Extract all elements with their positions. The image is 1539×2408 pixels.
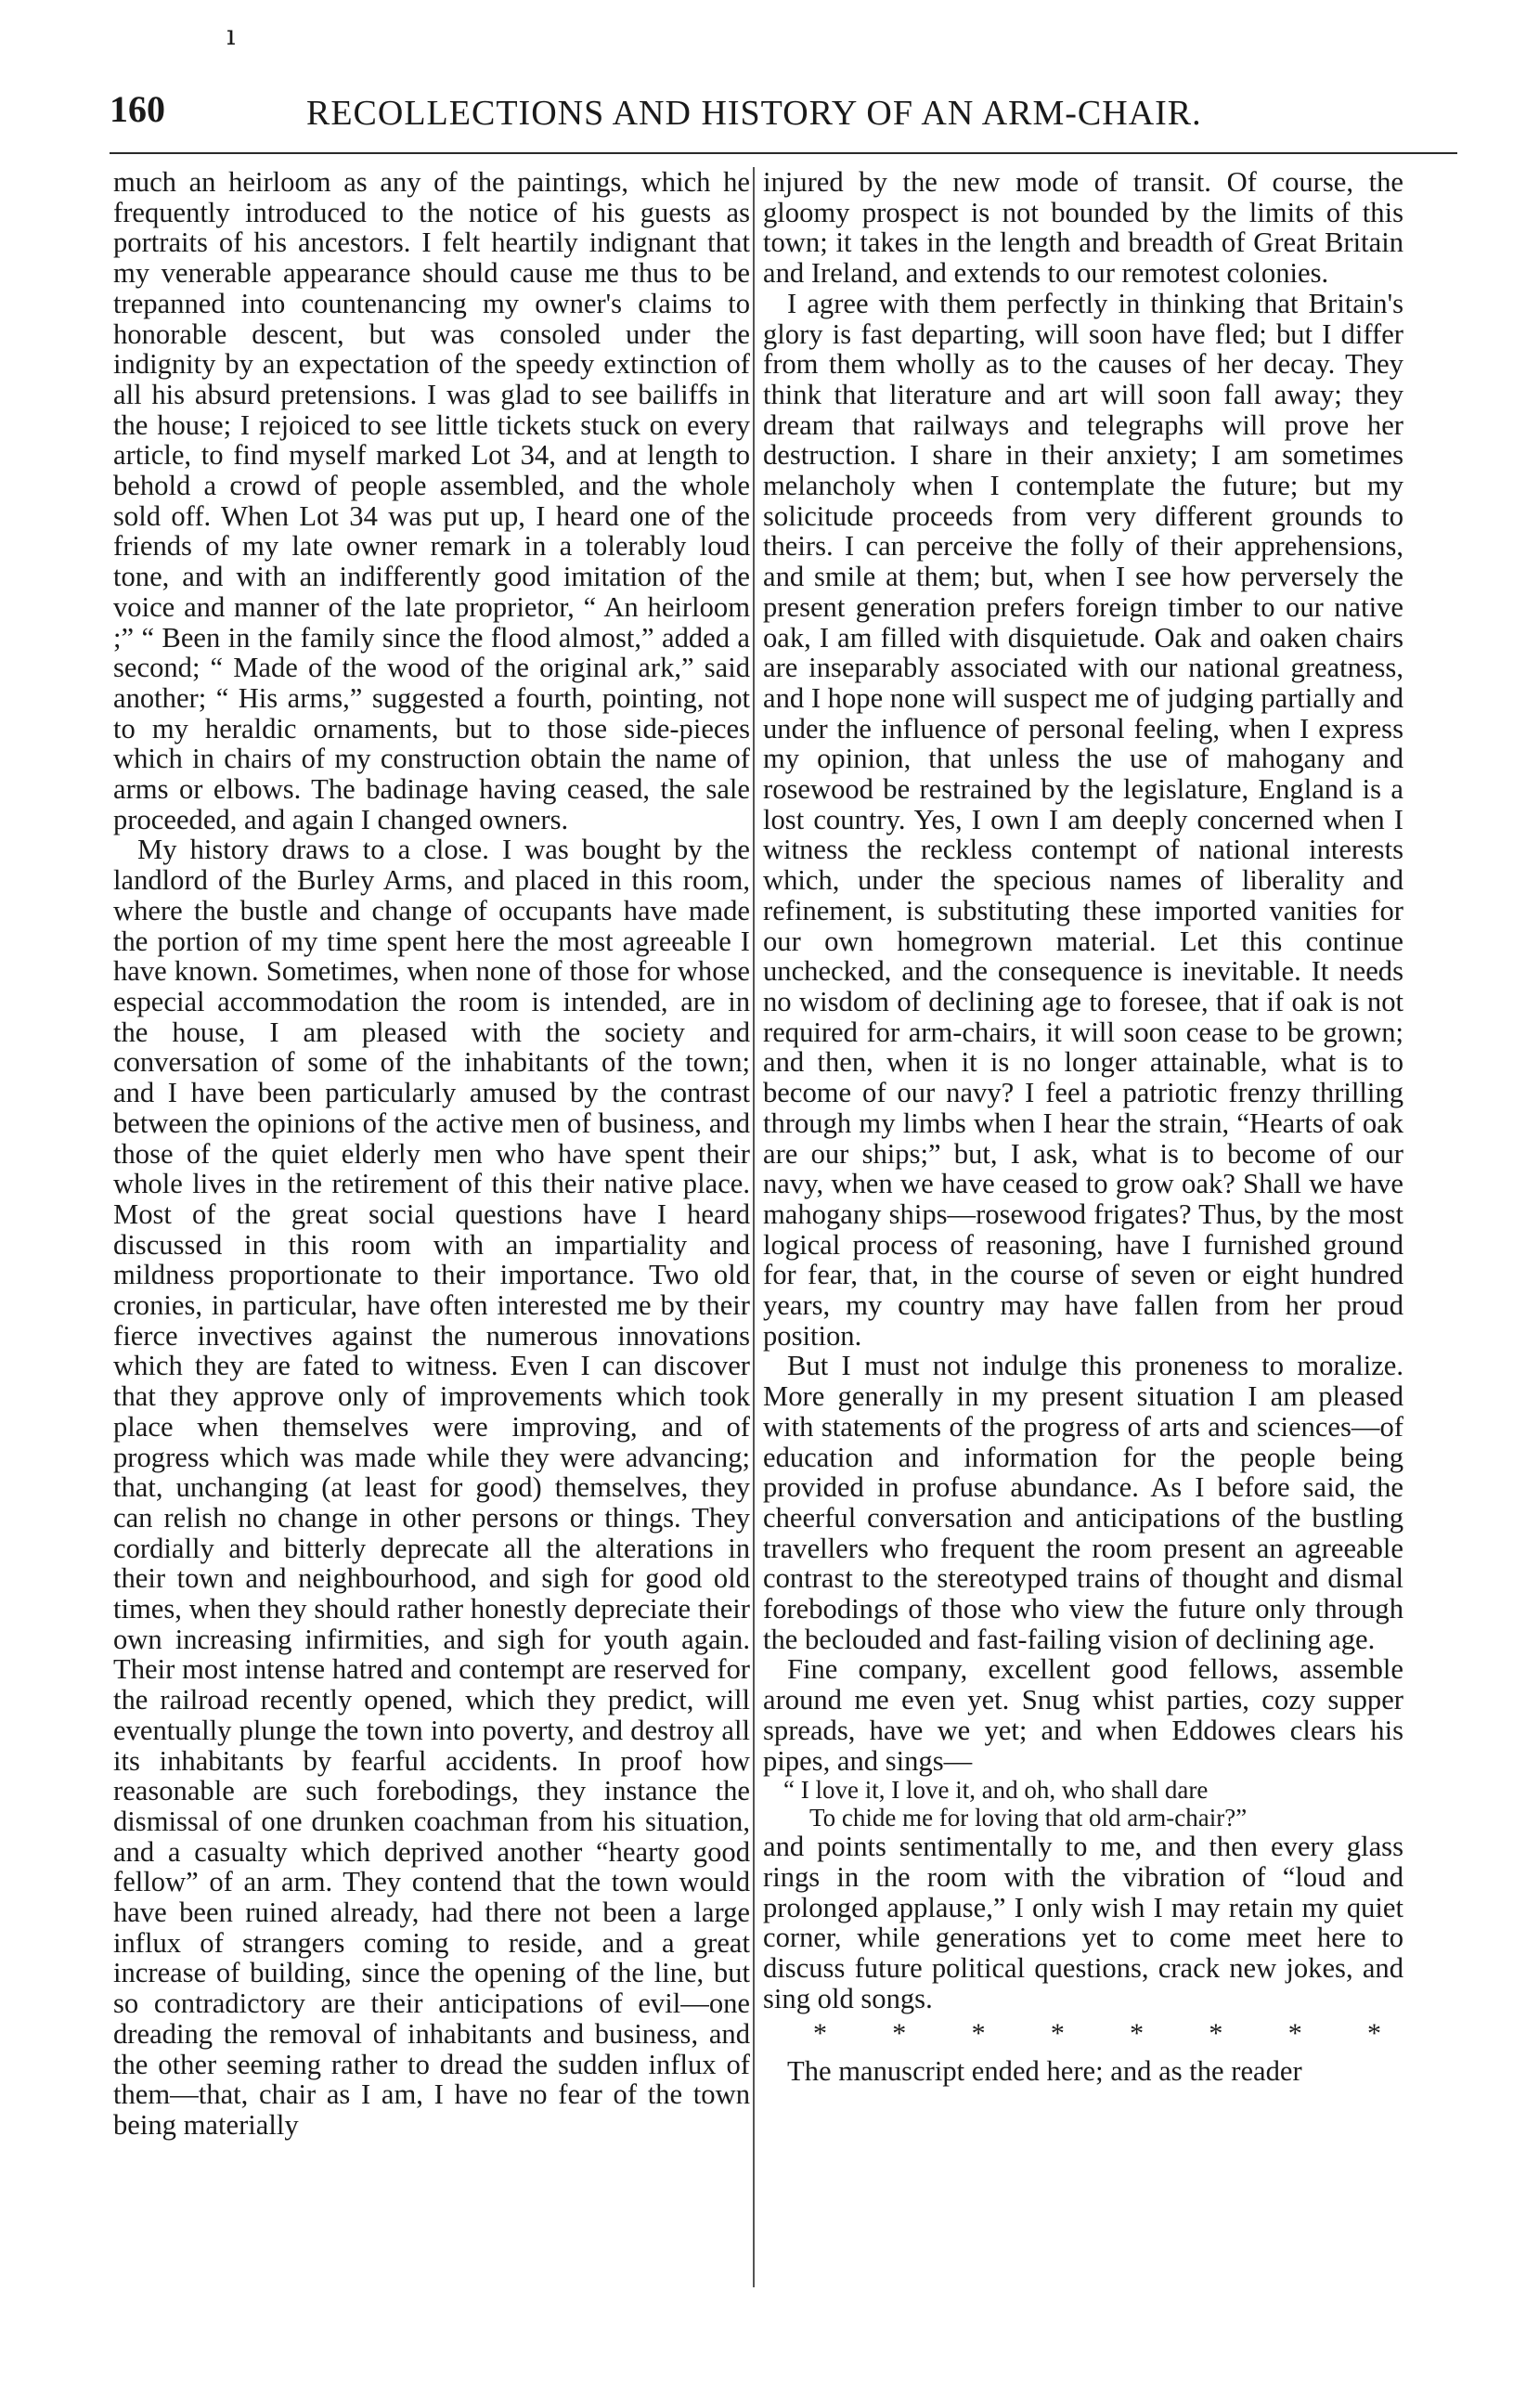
asterisk: * — [813, 2018, 827, 2050]
asterisk: * — [1209, 2018, 1223, 2050]
column-divider — [753, 167, 755, 2287]
asterisk: * — [1287, 2018, 1302, 2050]
paragraph: injured by the new mode of transit. Of course, the gloomy prospect is not bounded by the limits of this town; it takes in the length and breadth of Great Britain and Ireland, and extends to our remotest colonies. — [763, 166, 1403, 290]
left-column — [113, 167, 750, 2141]
verse-line: “ I love it, I love it, and oh, who shall dare — [783, 1776, 1209, 1805]
asterism — [763, 2019, 1403, 2049]
right-column — [763, 167, 1403, 2087]
stray-mark: ı — [226, 19, 236, 52]
asterisk: * — [1366, 2018, 1381, 2050]
asterisk: * — [971, 2018, 986, 2050]
paragraph: But I must not indulge this proneness to moralize. More generally in my present situation I am pleased with statements of the progress of arts and sciences—of education and information for the people being provided in profuse abundance. As I before said, the cheerful conversation and anticipations of the bustling travellers who frequent the room present an agreeable contrast to the stereotyped trains of thought and dismal forebodings of those who view the future only through the beclouded and fast-failing vision of declining age. — [763, 1350, 1403, 1655]
asterisk: * — [892, 2018, 907, 2050]
paragraph: and points sentimentally to me, and then every glass rings in the room with the vibration of “loud and prolonged applause,” I only wish I may retain my quiet corner, while generations yet to come meet here to discuss future political questions, crack new jokes, and sing old songs. — [763, 1831, 1403, 2014]
paragraph: much an heirloom as any of the paintings, which he frequently introduced to the notice of his guests as portraits of his ancestors. I felt heartily indignant that my venerable appearance should cause me thus to be trepanned into countenancing my owner's claims to honorable descent, but was consoled under the indignity by an expectation of the speedy extinction of all his absurd pretensions. I was glad to see bailiffs in the house; I rejoiced to see little tickets stuck on every article, to find myself marked Lot 34, and at length to behold a crowd of people assembled, and the whole sold off. When Lot 34 was put up, I heard one of the friends of my late owner remark in a tolerably loud tone, and with an indifferently good imitation of the voice and manner of the late proprietor, “ An heirloom ;” “ Been in the family since the flood almost,” added a second; “ Made of the wood of the original ark,” said another; “ His arms,” suggested a fourth, pointing, not to my heraldic ornaments, but to those side-pieces which in chairs of my construction obtain the name of arms or elbows. The badinage having ceased, the sale proceeded, and again I changed owners. — [113, 166, 750, 835]
paragraph: My history draws to a close. I was bought by the landlord of the Burley Arms, and placed in this room, where the bustle and change of occupants have made the portion of my time spent here the most agreeable I have known. Sometimes, when none of those for whose especial accommodation the room is intended, are in the house, I am pleased with the society and conversation of some of the inhabitants of the town; and I have been particularly amused by the contrast between the opinions of the active men of business, and those of the quiet elderly men who have spent their whole lives in the retirement of this their native place. Most of the great social questions have I heard discussed in this room with an impartiality and mildness proportionate to their importance. Two old cronies, in particular, have often interested me by their fierce invectives against the numerous innovations which they are fated to witness. Even I can discover that they approve only of improvements which took place when themselves were improving, and of progress which was made while they were advancing; that, unchanging (at least for good) themselves, they can relish no change in other persons or things. They cordially and bitterly deprecate all the alterations in their town and neighbourhood, and sigh for good old times, when they should rather honestly depreciate their own increasing infirmities, and sigh for youth again. Their most intense hatred and contempt are reserved for the railroad recently opened, which they predict, will eventually plunge the town into poverty, and destroy all its inhabitants by fearful accidents. In proof how reasonable are such forebodings, they instance the dismissal of one drunken coachman from his situation, and a casualty which deprived another “hearty good fellow” of an arm. They contend that the town would have been ruined already, had there not been a large influx of strangers coming to reside, and a great increase of building, since the opening of the line, but so contradictory are their anticipations of evil—one dreading the removal of inhabitants and business, and the other seeming rather to dread the sudden influx of them—that, chair as I am, I have no fear of the town being materially — [113, 834, 750, 2141]
paragraph: The manuscript ended here; and as the reader — [787, 2055, 1302, 2088]
verse-quote — [763, 1776, 1403, 1832]
paragraph: I agree with them perfectly in thinking that Britain's glory is fast departing, will soon have fled; but I differ from them wholly as to the causes of her decay. They think that literature and art will soon fall away; they dream that railways and telegraphs will prove her destruction. I share in their anxiety; I am sometimes melancholy when I contemplate the future; but my solicitude proceeds from very different grounds to theirs. I can perceive the folly of their apprehensions, and smile at them; but, when I see how perversely the present generation prefers foreign timber to our native oak, I am filled with disquietude. Oak and oaken chairs are inseparably associated with our national greatness, and I hope none will suspect me of judging partially and under the influence of personal feeling, when I express my opinion, that unless the use of mahogany and rosewood be restrained by the legislature, England is a lost country. Yes, I own I am deeply concerned when I witness the reckless contempt of national interests which, under the specious names of liberality and refinement, is substituting these imported vanities for our own homegrown material. Let this continue unchecked, and the consequence is inevitable. It needs no wisdom of declining age to foresee, that if oak is not required for arm-chairs, it will soon cease to be grown; and then, when it is no longer attainable, what is to become of our navy? I feel a patriotic frenzy thrilling through my limbs when I hear the strain, “Hearts of oak are our ships;” but, I ask, what is to become of our navy, when we have ceased to grow oak? Shall we have mahogany ships—rosewood frigates? Thus, by the most logical process of reasoning, have I furnished ground for fear, that, in the course of seven or eight hundred years, my country may have fallen from her proud position. — [763, 287, 1403, 1352]
paragraph: Fine company, excellent good fellows, assemble around me even yet. Snug whist parties, cozy supper spreads, have we yet; and when Eddowes clears his pipes, and sings— — [763, 1653, 1403, 1777]
asterisk: * — [1050, 2018, 1065, 2050]
running-title: RECOLLECTIONS AND HISTORY OF AN ARM-CHAIR. — [306, 94, 1202, 133]
page-number: 160 — [110, 88, 165, 130]
verse-line: To chide me for loving that old arm-chair?” — [809, 1804, 1248, 1832]
asterisk: * — [1130, 2018, 1145, 2050]
header-rule — [110, 152, 1457, 154]
